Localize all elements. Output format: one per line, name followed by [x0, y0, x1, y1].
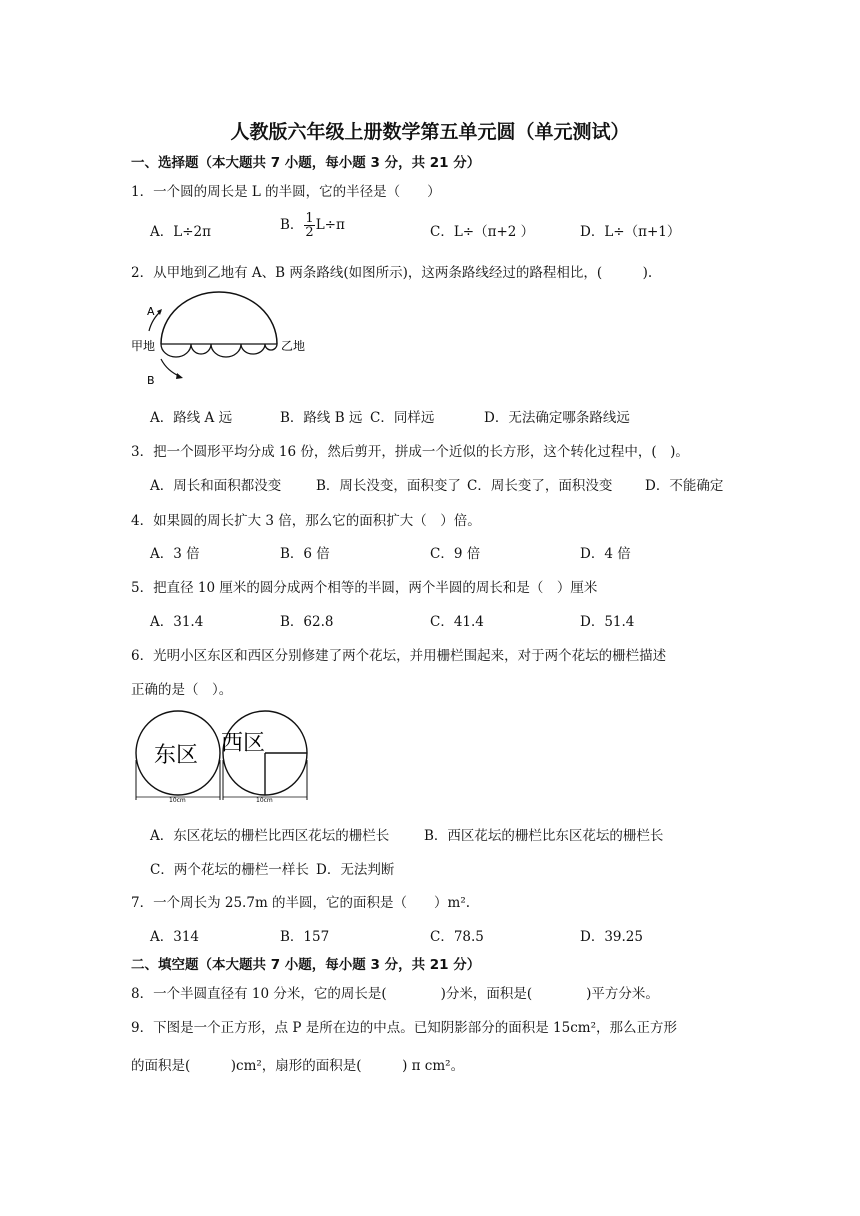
section-1-heading: 一、选择题（本大题共 7 小题，每小题 3 分，共 21 分） [131, 155, 481, 171]
q1-option-a[interactable]: A．L÷2π [150, 224, 211, 240]
route-b-label: B [147, 374, 155, 387]
question-6-stem-line-1: 6．光明小区东区和西区分别修建了两个花坛，并用栅栏围起来，对于两个花坛的栅栏描述 [131, 648, 667, 664]
q7-option-b[interactable]: B．157 [280, 929, 330, 945]
section-2-heading: 二、填空题（本大题共 7 小题，每小题 3 分，共 21 分） [131, 957, 481, 973]
q3-option-b[interactable]: B．周长没变，面积变了 [316, 478, 461, 494]
q6-option-d[interactable]: D．无法判断 [316, 862, 395, 878]
q6-option-c[interactable]: C．两个花坛的栅栏一样长 [150, 862, 309, 878]
question-4-stem: 4．如果圆的周长扩大 3 倍，那么它的面积扩大（ ）倍。 [131, 513, 481, 529]
q3-option-d[interactable]: D．不能确定 [645, 478, 724, 494]
q2-option-c[interactable]: C．同样远 [370, 410, 435, 426]
q5-option-d[interactable]: D．51.4 [580, 614, 635, 630]
east-diameter-label: 10cm [169, 797, 186, 804]
question-5-stem: 5．把直径 10 厘米的圆分成两个相等的半圆，两个半圆的周长和是（ ）厘米 [131, 580, 598, 596]
q2-option-a[interactable]: A．路线 A 远 [150, 410, 233, 426]
q5-option-a[interactable]: A．31.4 [150, 614, 204, 630]
q2-route-figure [125, 287, 315, 392]
q6-option-a[interactable]: A．东区花坛的栅栏比西区花坛的栅栏长 [150, 828, 390, 844]
question-3-stem: 3．把一个圆形平均分成 16 份，然后剪开，拼成一个近似的长方形，这个转化过程中，( )。 [131, 444, 689, 460]
q1-option-d[interactable]: D．L÷（π+1） [580, 224, 681, 240]
q5-option-b[interactable]: B．62.8 [280, 614, 334, 630]
q2-option-d[interactable]: D．无法确定哪条路线远 [484, 410, 630, 426]
q6-garden-figure [125, 708, 315, 806]
q3-option-c[interactable]: C．周长变了，面积没变 [467, 478, 613, 494]
question-9-line-2: 的面积是( )cm²，扇形的面积是( ) π cm²。 [131, 1058, 465, 1074]
end-label: 乙地 [281, 339, 306, 353]
question-9-line-1: 9．下图是一个正方形，点 P 是所在边的中点。已知阴影部分的面积是 15cm²，那么正方形 [131, 1020, 677, 1036]
route-a-arc [161, 292, 277, 344]
q7-option-c[interactable]: C．78.5 [430, 929, 484, 945]
page-title: 人教版六年级上册数学第五单元圆（单元测试） [230, 121, 630, 143]
question-2-stem: 2．从甲地到乙地有 A、B 两条路线(如图所示)，这两条路线经过的路程相比，( ). [131, 265, 653, 281]
q1-option-b-fraction [304, 212, 314, 239]
fraction-numerator: 1 [305, 211, 314, 226]
west-diameter-label: 10cm [256, 797, 273, 804]
q1-option-b[interactable] [280, 212, 345, 239]
q6-option-b[interactable]: B．西区花坛的栅栏比东区花坛的栅栏长 [424, 828, 664, 844]
arrow-b-head-icon [176, 373, 183, 379]
fraction-denominator: 2 [305, 225, 314, 240]
route-a-label: A [147, 305, 155, 318]
west-garden-label: 西区 [221, 731, 266, 756]
q1-option-b-prefix: B． [280, 217, 304, 233]
q7-option-a[interactable]: A．314 [150, 929, 200, 945]
route-b-arcs [161, 344, 277, 357]
q4-option-c[interactable]: C．9 倍 [430, 546, 481, 562]
q1-option-c[interactable]: C．L÷（π+2 ） [430, 224, 535, 240]
question-7-stem: 7．一个周长为 25.7m 的半圆，它的面积是（ ）m². [131, 895, 471, 911]
question-8-stem: 8．一个半圆直径有 10 分米，它的周长是( )分米，面积是( )平方分米。 [131, 986, 659, 1002]
q4-option-d[interactable]: D．4 倍 [580, 546, 631, 562]
start-label: 甲地 [131, 339, 156, 353]
q5-option-c[interactable]: C．41.4 [430, 614, 484, 630]
q2-option-b[interactable]: B．路线 B 远 [280, 410, 363, 426]
question-1-stem: 1．一个圆的周长是 L 的半圆，它的半径是（ ） [131, 184, 441, 200]
q7-option-d[interactable]: D．39.25 [580, 929, 643, 945]
q1-option-b-suffix: L÷π [315, 217, 345, 233]
q4-option-a[interactable]: A．3 倍 [150, 546, 200, 562]
q4-option-b[interactable]: B．6 倍 [280, 546, 330, 562]
q3-option-a[interactable]: A．周长和面积都没变 [150, 478, 282, 494]
question-6-stem-line-2: 正确的是（ ）。 [131, 682, 233, 698]
east-garden-label: 东区 [154, 743, 199, 768]
